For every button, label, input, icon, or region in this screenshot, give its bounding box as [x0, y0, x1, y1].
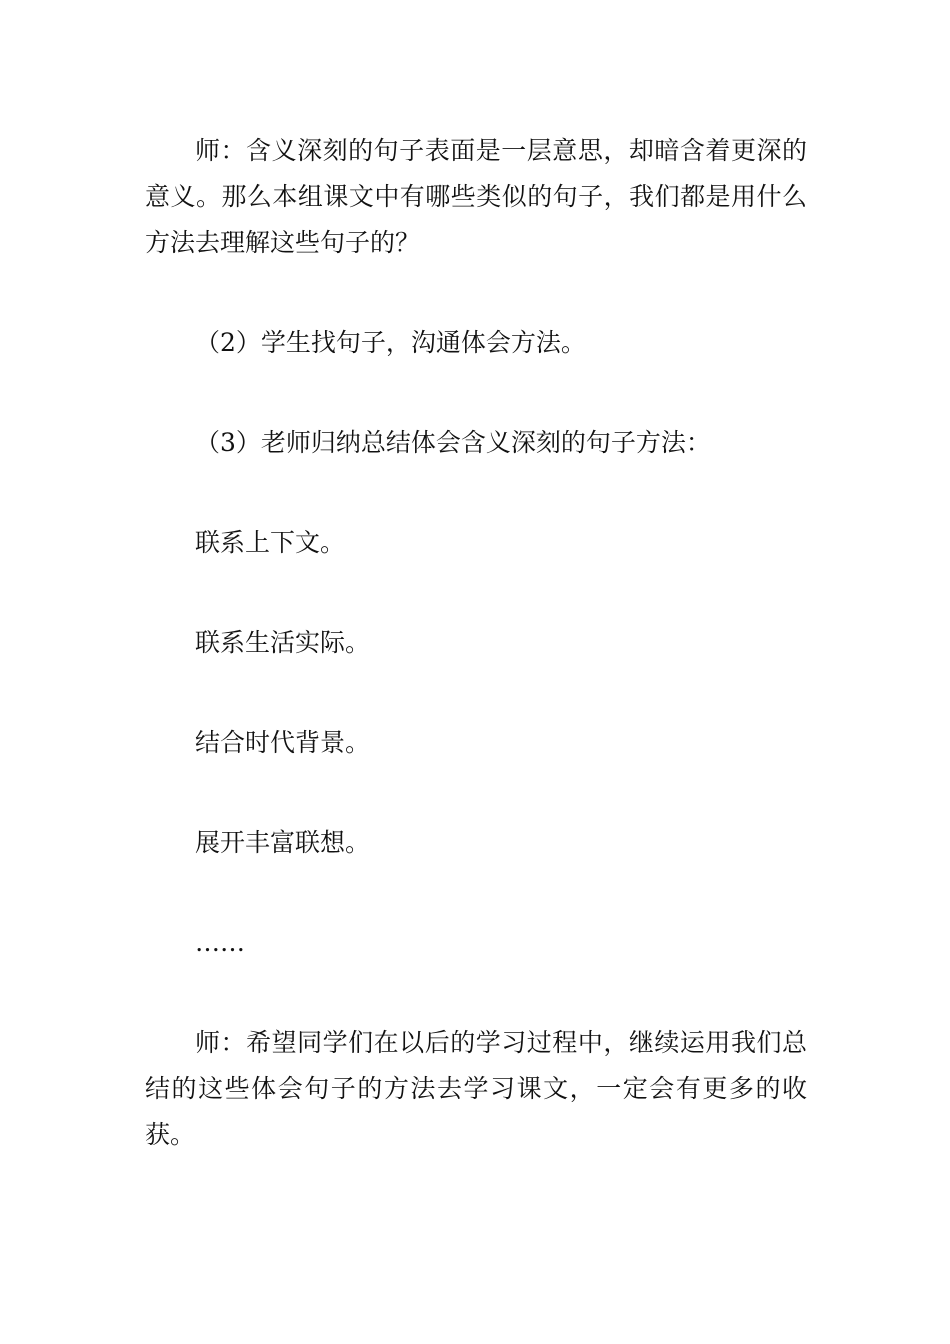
- method-item-context: 联系上下文。: [195, 528, 346, 557]
- method-item-era: 结合时代背景。: [195, 728, 371, 757]
- method-item-imagination: 展开丰富联想。: [195, 828, 371, 857]
- ellipsis-line: ……: [195, 928, 245, 957]
- paragraph-teacher-question: 师：含义深刻的句子表面是一层意思，却暗含着更深的意义。那么本组课文中有哪些类似的句子，我们都是用什么方法去理解这些句子的？: [145, 136, 807, 257]
- paragraph-step-2: （2）学生找句子，沟通体会方法。: [195, 328, 586, 357]
- document-page: [145, 128, 807, 1158]
- method-item-life: 联系生活实际。: [195, 628, 371, 657]
- paragraph-step-3: （3）老师归纳总结体会含义深刻的句子方法：: [195, 428, 711, 457]
- paragraph-teacher-closing: 师：希望同学们在以后的学习过程中，继续运用我们总结的这些体会句子的方法去学习课文，一定会有更多的收获。: [145, 1028, 807, 1149]
